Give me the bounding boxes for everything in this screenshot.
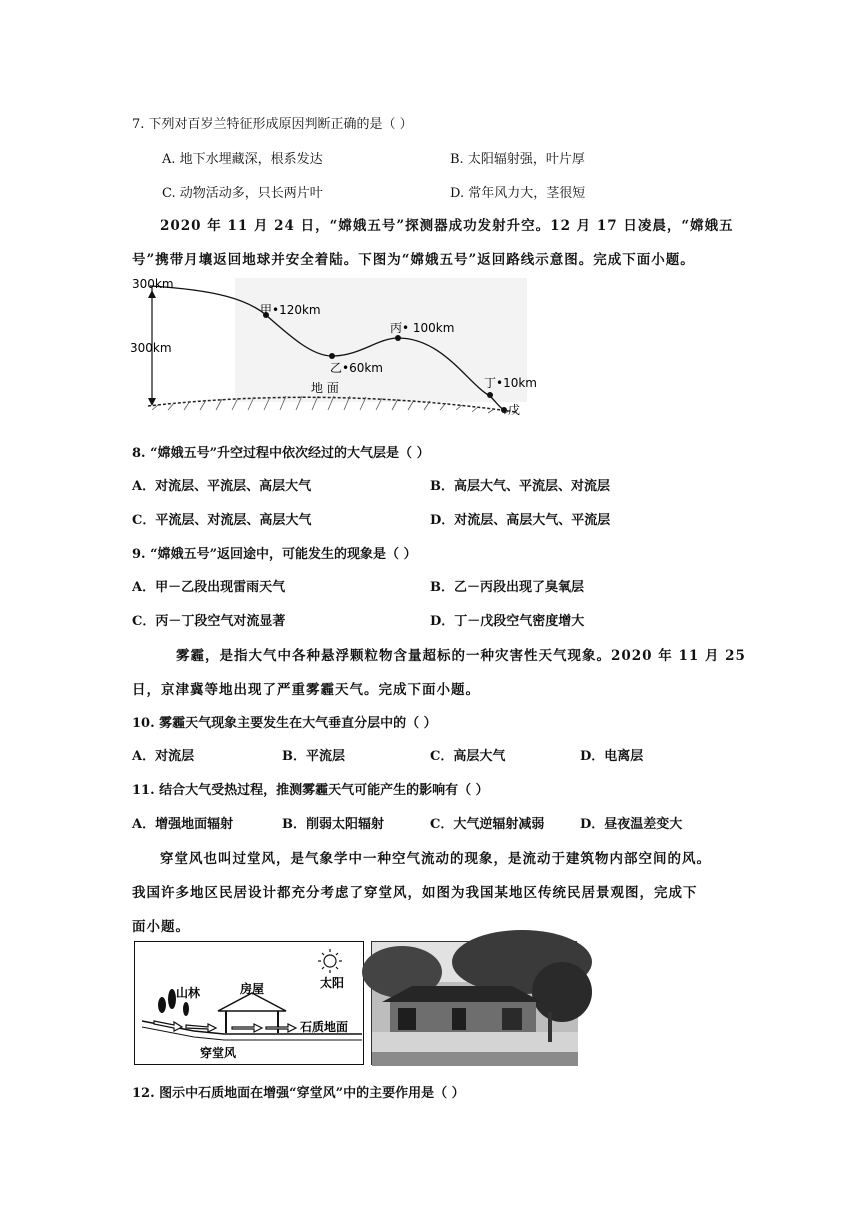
q12-stem: 12. 图示中石质地面在增强“穿堂风”中的主要作用是（ ） [132, 1086, 465, 1101]
q9-stem: 9. “嫦娥五号”返回途中，可能发生的现象是（ ） [132, 547, 417, 562]
intro2-line1: 雾霾，是指大气中各种悬浮颗粒物含量超标的一种灾害性天气现象。2020 年 11 月 25 [176, 648, 746, 664]
ding-label: 丁•10km [484, 376, 537, 390]
q11-option-b: B．削弱太阳辐射 [282, 817, 384, 832]
point-wu [501, 407, 507, 413]
q10-option-c: C．高层大气 [430, 749, 506, 764]
jia-label: 甲•120km [260, 303, 321, 317]
return-route-diagram [128, 274, 537, 422]
q11-option-c: C．大气逆辐射减弱 [430, 817, 545, 832]
tree-icon [183, 1002, 189, 1016]
q8-option-c: C．平流层、对流层、高层大气 [132, 513, 312, 528]
wu-label: 戊 [508, 403, 521, 417]
q9-option-a: A．甲－乙段出现雷雨天气 [132, 580, 286, 595]
point-bing [395, 335, 401, 341]
ground-label: 地 面 [311, 381, 339, 395]
point-ding [487, 392, 493, 398]
point-yi [329, 353, 335, 359]
q7-option-b: B. 太阳辐射强，叶片厚 [450, 152, 585, 167]
q8-option-d: D．对流层、高层大气、平流层 [430, 513, 611, 528]
tree-icon [158, 997, 166, 1013]
q7-stem: 7. 下列对百岁兰特征形成原因判断正确的是（ ） [132, 117, 413, 132]
intro3-line1: 穿堂风也叫过堂风，是气象学中一种空气流动的现象，是流动于建筑物内部空间的风。 [160, 851, 711, 867]
q8-stem: 8. “嫦娥五号”升空过程中依次经过的大气层是（ ） [132, 446, 430, 461]
q10-stem: 10. 雾霾天气现象主要发生在大气垂直分层中的（ ） [132, 716, 437, 731]
q9-option-c: C．丙－丁段空气对流显著 [132, 614, 286, 629]
forest-label: 山林 [176, 986, 201, 1000]
q11-stem: 11. 结合大气受热过程，推测雾霾天气可能产生的影响有（ ） [132, 783, 489, 798]
q9-option-b: B．乙－丙段出现了臭氧层 [430, 580, 584, 595]
wind-label: 穿堂风 [200, 1046, 237, 1060]
q7-option-c: C. 动物活动多，只长两片叶 [162, 186, 323, 201]
intro2-line2: 日，京津冀等地出现了严重雾霾天气。完成下面小题。 [132, 682, 480, 698]
traditional-dwelling-photo [371, 941, 577, 1065]
top-altitude-label: 300km [132, 277, 174, 291]
q10-option-a: A．对流层 [132, 749, 195, 764]
intro3-line2: 我国许多地区民居设计都充分考虑了穿堂风，如图为我国某地区传统民居景观图，完成下 [132, 885, 698, 901]
q10-option-b: B．平流层 [282, 749, 345, 764]
sun-label: 太阳 [320, 976, 345, 990]
q11-option-a: A．增强地面辐射 [132, 817, 234, 832]
cross-wind-schematic [134, 941, 364, 1065]
yi-label: 乙•60km [330, 361, 383, 375]
intro1-line2: 号”携带月壤返回地球并安全着陆。下图为“嫦娥五号”返回路线示意图。完成下面小题。 [132, 252, 695, 268]
q10-option-d: D．电离层 [580, 749, 644, 764]
intro1-line1: 2020 年 11 月 24 日，“嫦娥五号”探测器成功发射升空。12 月 17 日凌晨，“嫦娥五 [160, 218, 734, 234]
bing-label: 丙• 100km [390, 321, 455, 335]
q11-option-d: D．昼夜温差变大 [580, 817, 683, 832]
house-label: 房屋 [240, 982, 265, 996]
q8-option-b: B．高层大气、平流层、对流层 [430, 479, 610, 494]
intro3-line3: 面小题。 [132, 919, 190, 935]
q7-option-d: D. 常年风力大，茎很短 [450, 186, 586, 201]
height-label: 300km [130, 341, 172, 355]
q9-option-d: D．丁－戊段空气密度增大 [430, 614, 585, 629]
q7-option-a: A. 地下水埋藏深，根系发达 [162, 152, 323, 167]
dwelling-landscape-image [372, 942, 578, 1066]
q8-option-a: A．对流层、平流层、高层大气 [132, 479, 312, 494]
tree-icon [168, 989, 176, 1009]
stone-ground-label: 石质地面 [300, 1020, 349, 1034]
